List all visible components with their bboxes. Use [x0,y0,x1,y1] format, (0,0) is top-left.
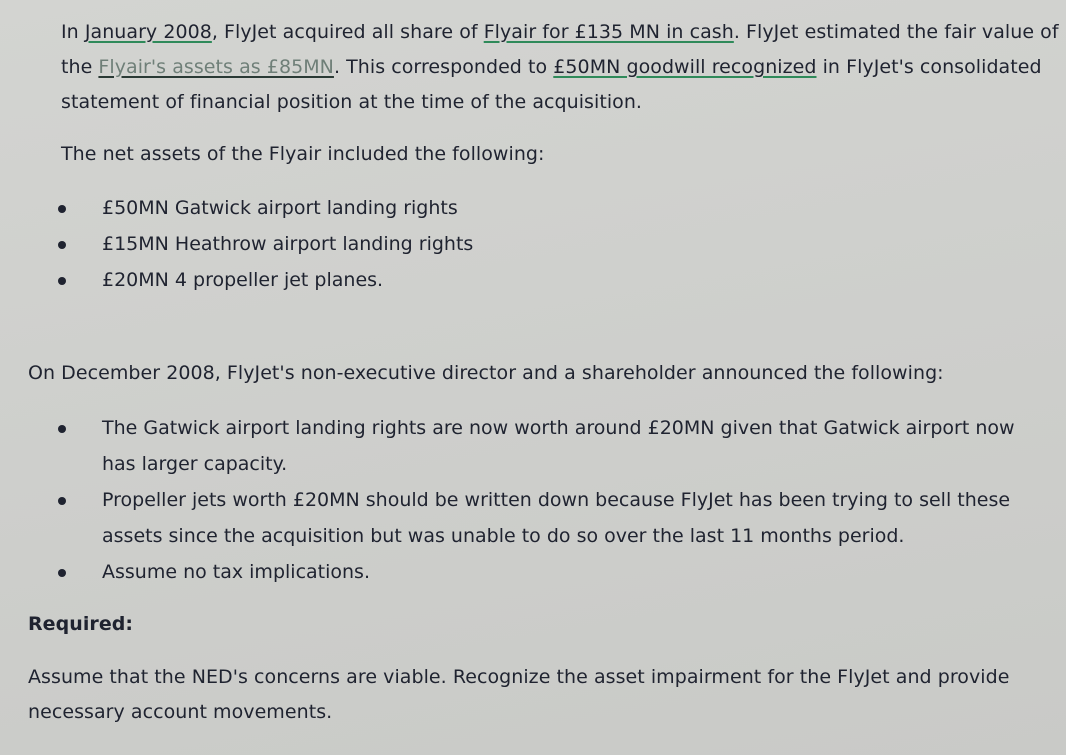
list-item [58,554,1048,590]
list-item [58,410,1048,482]
intro-text-4: . This corresponded to [333,56,554,78]
bullet-icon [58,497,66,505]
announcement-paragraph: On December 2008, FlyJet's non-executive director and a shareholder announced the following: [28,362,944,384]
announcement-list [58,410,1048,590]
net-assets-intro: The net assets of the Flyair included the following: [61,143,545,165]
bullet-icon [58,241,66,249]
goodwill-amount: £50MN goodwill recognized [553,56,817,78]
list-item [58,226,758,262]
list-item-text: Assume no tax implications. [102,561,370,583]
list-item-text: The Gatwick airport landing rights are now worth around £20MN given that Gatwick airport now has larger capacity. [102,417,1015,475]
bullet-icon [58,569,66,577]
list-item [58,190,758,226]
list-item-text: £50MN Gatwick airport landing rights [102,197,458,219]
intro-text-2: , FlyJet acquired all share of [211,21,484,43]
fair-value: Flyair's assets as £85MN [98,56,334,78]
intro-paragraph [61,15,1061,120]
list-item-text: £20MN 4 propeller jet planes. [102,269,384,291]
bullet-icon [58,277,66,285]
required-heading: Required: [28,613,134,635]
net-assets-list [58,190,758,298]
list-item-text: £15MN Heathrow airport landing rights [102,233,474,255]
list-item [58,262,758,298]
list-item [58,482,1048,554]
bullet-icon [58,205,66,213]
required-text: Assume that the NED's concerns are viable. Recognize the asset impairment for the FlyJet and provide necessary account movements. [28,666,1010,723]
list-item-text: Propeller jets worth £20MN should be written down because FlyJet has been trying to sell these assets since the acquisition but was unable to do so over the last 11 months period. [102,489,1011,547]
intro-text-3: . FlyJet estimated the fair value of the [61,21,1059,78]
intro-text-1: In [61,21,85,43]
acquisition-price: Flyair for £135 MN in cash [483,21,734,43]
bullet-icon [58,425,66,433]
intro-text-5: in FlyJet's consolidated statement of financial position at the time of the acquisition. [61,56,1042,113]
acquisition-date: January 2008 [84,21,212,43]
